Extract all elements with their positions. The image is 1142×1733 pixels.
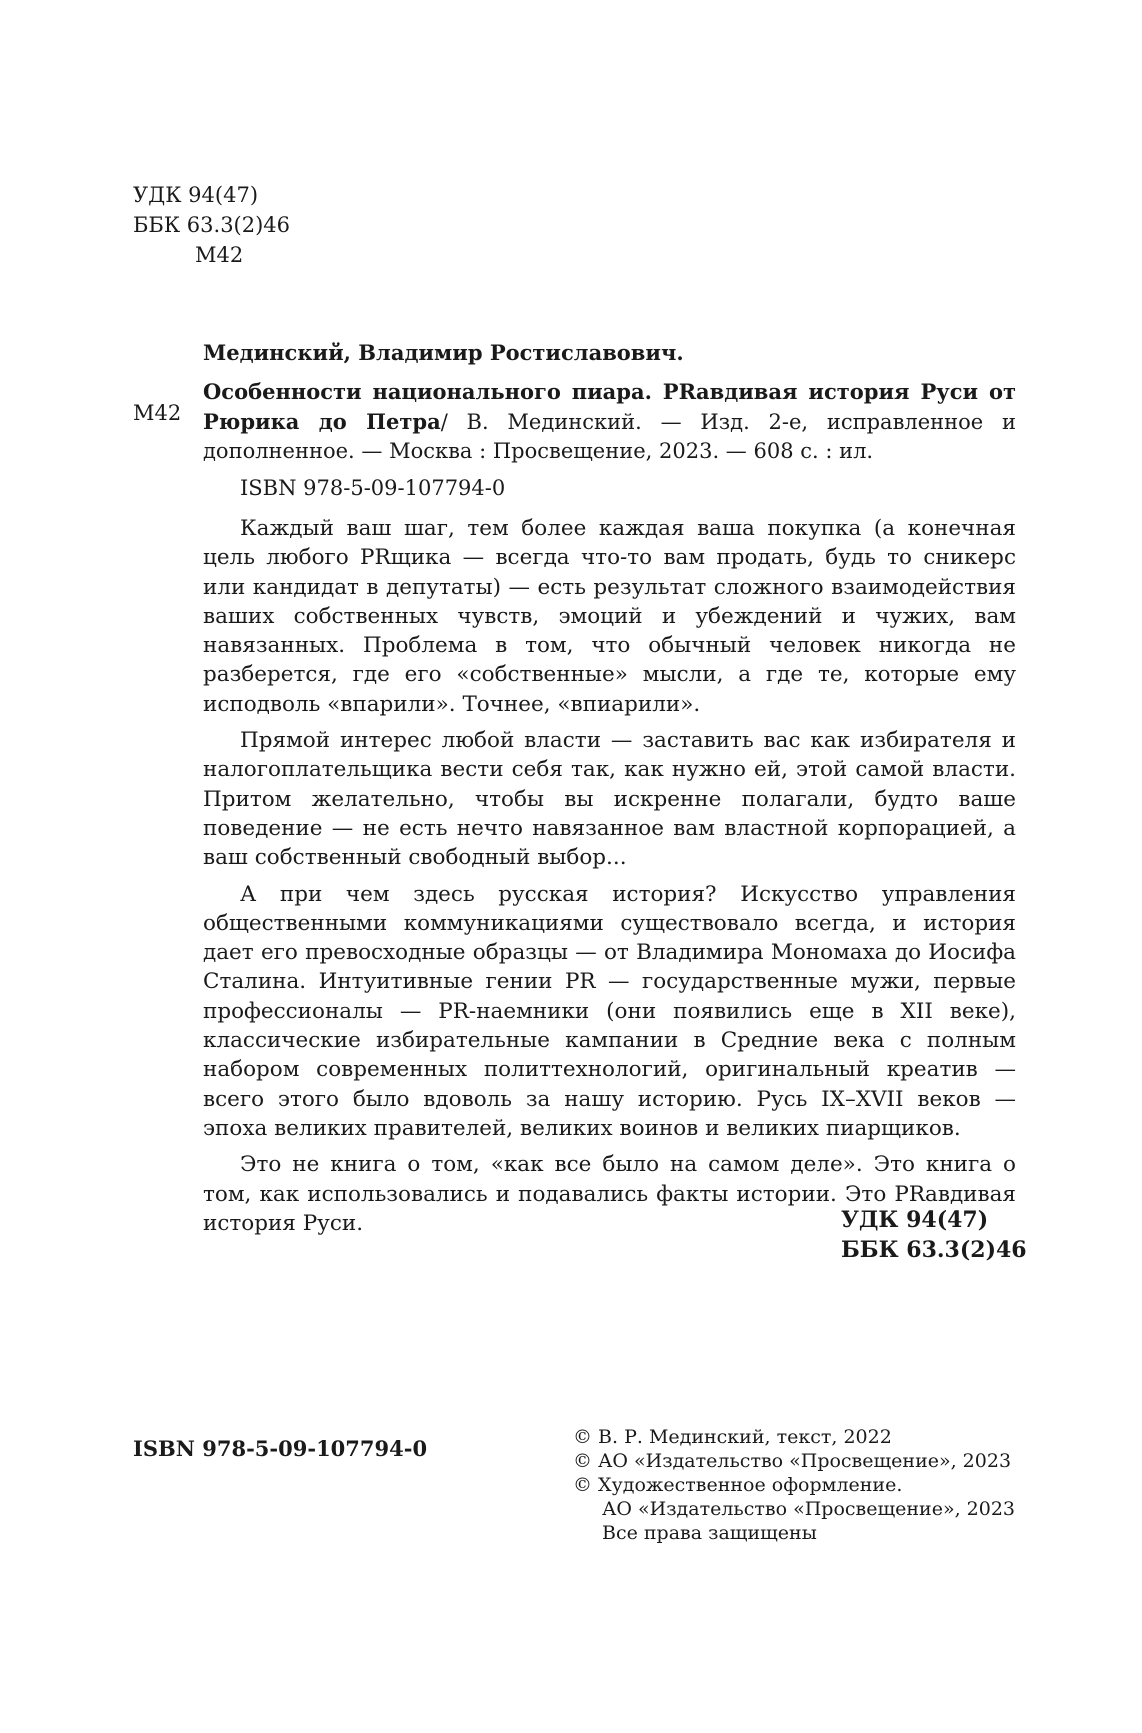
copyright-line: АО «Издательство «Просвещение», 2023	[602, 1498, 1015, 1520]
bottom-bbk: ББК 63.3(2)46	[841, 1237, 1027, 1263]
margin-author-mark: М42	[133, 401, 182, 425]
bibliographic-record	[203, 338, 1016, 503]
author-name: Мединский, Владимир Ростиславович.	[203, 340, 684, 365]
annotation	[203, 514, 1016, 1245]
copyright-line: © В. Р. Мединский, текст, 2022	[573, 1426, 892, 1448]
annotation-paragraph: А при чем здесь русская история? Искусство управления общественными коммуникациями существовало всегда, и история дает его превосходные образцы — от Владимира Мономаха до Иосифа Сталина. Интуитивные гении PR — государственные мужи, первые профессионалы — PR-наемники (они появились еще в XII веке), классические избирательные кампании в Средние века с полным набором современных политтехнологий, оригинальный креатив — всего этого было вдоволь за нашу историю. Русь IX–XVII веков — эпоха великих правителей, великих воинов и великих пиарщиков.	[203, 881, 1016, 1141]
bottom-udk: УДК 94(47)	[841, 1207, 989, 1233]
isbn-bottom: ISBN 978-5-09-107794-0	[133, 1436, 428, 1461]
annotation-paragraph: Это не книга о том, «как все было на самом деле». Это книга о том, как использовались и подавались факты истории. Это PRавдивая история Руси.	[203, 1152, 1016, 1236]
edition-details: / В. Мединский. — Изд. 2-е, исправленное и дополненное. — Москва : Просвещение, 2023. — 608 с. : ил.	[203, 410, 1016, 463]
copyright-block	[573, 1425, 1015, 1545]
book-title: Особенности национального пиара. PRавдивая история Руси от Рюрика до Петра	[203, 379, 1016, 434]
isbn-record: ISBN 978-5-09-107794-0	[240, 476, 506, 500]
copyright-line: © АО «Издательство «Просвещение», 2023	[573, 1450, 1012, 1472]
annotation-paragraph: Прямой интерес любой власти — заставить вас как избирателя и налогоплательщика вести себя так, как нужно ей, этой самой власти. Притом желательно, чтобы вы искренне полагали, будто ваше поведение — не есть нечто навязанное вам властной корпорацией, а ваш собственный свободный выбор...	[203, 728, 1016, 871]
annotation-paragraph: Каждый ваш шаг, тем более каждая ваша покупка (а конечная цель любого PRщика — всегда что-то вам продать, будь то сникерс или кандидат в депутаты) — есть результат сложного взаимодействия ваших собственных чувств, эмоций и убеждений и чужих, вам навязанных. Проблема в том, что обычный человек никогда не разберется, где его «собственные» мысли, а где те, которые ему исподволь «впарили». Точнее, «впиарили».	[203, 516, 1016, 717]
rights-reserved: Все права защищены	[602, 1522, 817, 1544]
author-mark: М42	[195, 243, 244, 267]
classification-block	[133, 180, 290, 270]
bbk-code: ББК 63.3(2)46	[133, 213, 291, 237]
copyright-line: © Художественное оформление.	[573, 1474, 903, 1496]
udk-code: УДК 94(47)	[133, 183, 259, 207]
bottom-classification	[841, 1205, 1027, 1265]
bibliographic-description	[203, 377, 1016, 466]
